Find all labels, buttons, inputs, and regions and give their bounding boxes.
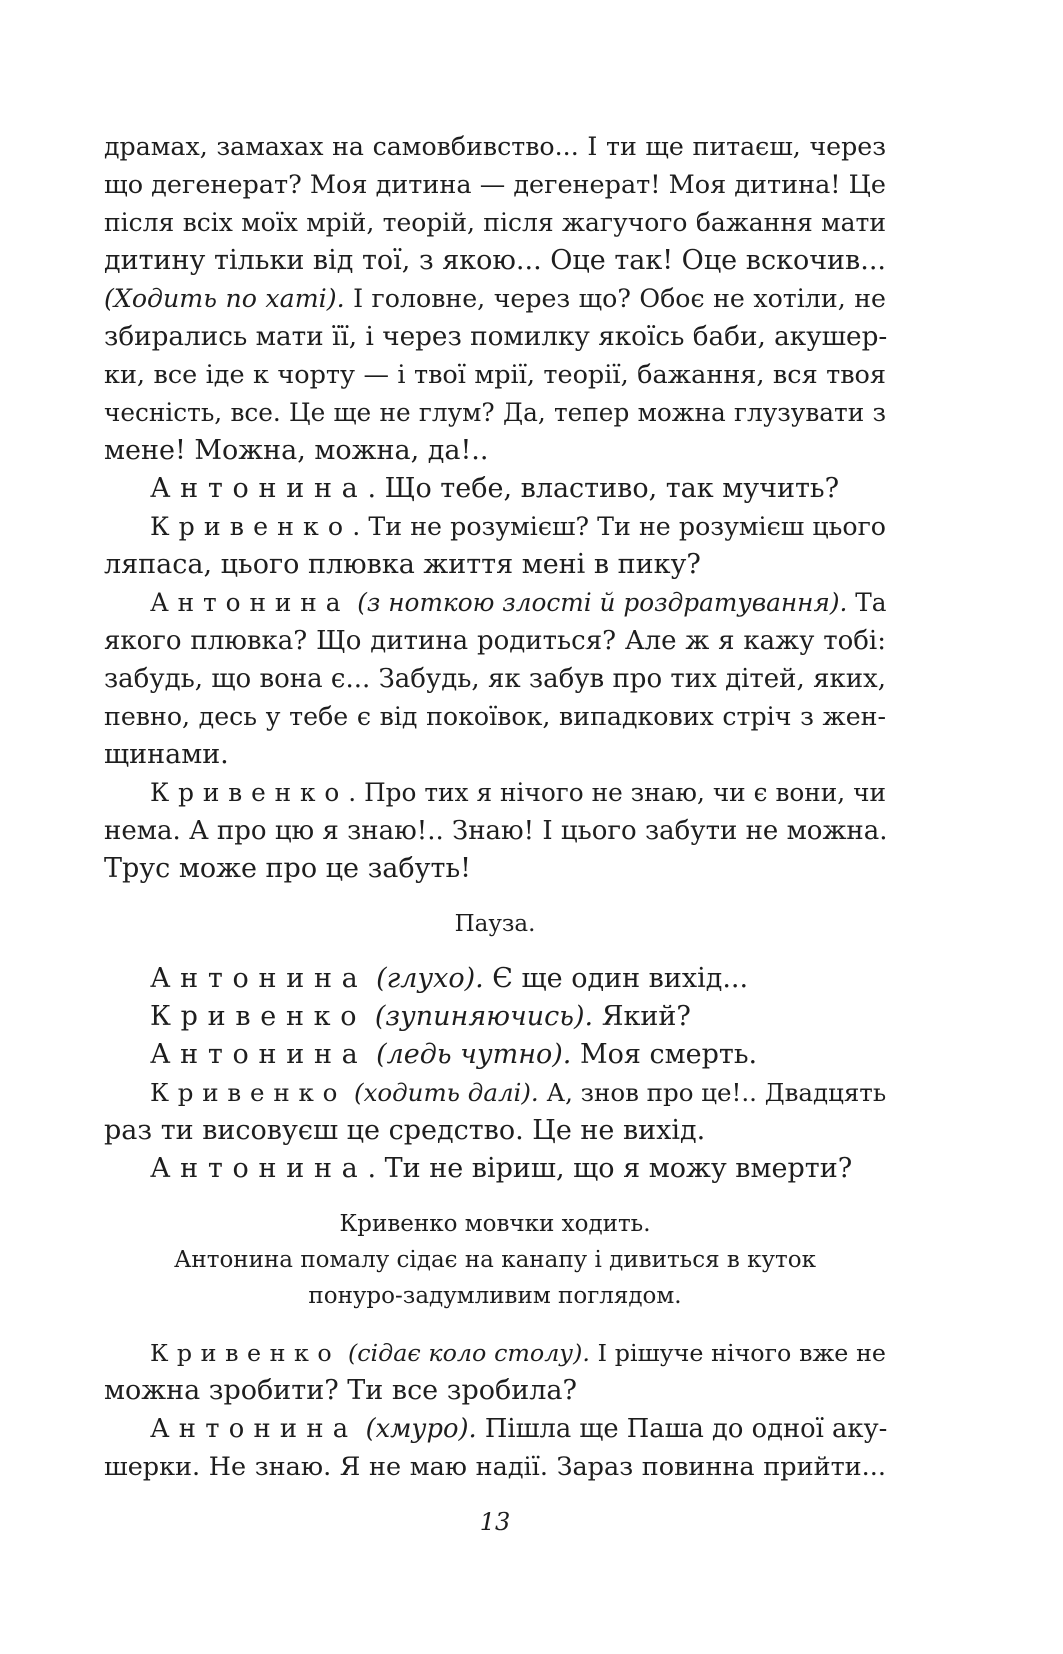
text-line: ляпаса, цього плювка життя мені в пику? [104,549,701,580]
text-line: мене! Можна, можна, да!.. [104,435,489,466]
dialogue-line [150,1150,886,1188]
speech-text: . Ти не віриш, що я можу вмерти? [367,1153,853,1184]
stage-direction: (ледь чутно). [376,1039,572,1070]
stage-direction: (глухо). [376,963,484,994]
speaker-name: Кривенко [150,1001,367,1032]
text-line: можна зробити? Ти все зробила? [104,1375,577,1406]
stage-direction: (ходить далі). [354,1078,539,1107]
text-line: що дегенерат? Моя дитина — дегенерат! Моя дитина! Це [104,170,886,200]
page-number: 13 [479,1508,511,1536]
speech-text: Моя смерть. [571,1039,758,1070]
stage-direction: (Ходить по хаті). [104,284,345,313]
text-line: дитину тільки від тої, з якою... Оце так! Оце вскочив... [104,245,886,276]
speech-text: Та [847,588,887,617]
text-line: певно, десь у тебе є від покоївок, випадкових стріч з жен- [104,702,886,731]
stage-direction: (з ноткою злості й роздратування). [357,588,848,617]
text-line [104,280,886,318]
stage-direction: (зупиняючись). [374,1001,594,1032]
dialogue-line [150,1036,886,1074]
speech-text: . Що тебе, властиво, так мучить? [367,473,840,504]
speaker-name: Антонина [150,1039,368,1070]
text-line: ки, все іде к чорту — і твої мрії, теорії, бажання, вся твоя [104,360,886,390]
text-line: щинами. [104,739,229,770]
dialogue-line [150,960,886,998]
text-line: після всіх моїх мрій, теорій, після жагучого бажання мати [104,208,886,237]
text-line: драмах, замахах на самовбивство... І ти ще питаєш, через [104,132,886,161]
speaker-name: Кривенко [150,1339,341,1367]
speaker-name: Антонина [150,963,368,994]
dialogue-line [150,584,886,622]
stage-direction-pause: Пауза. [454,911,536,937]
text-line: чесність, все. Це ще не глум? Да, тепер можна глузувати з [104,398,886,427]
speaker-name: Антонина [150,588,350,617]
speech-text: Є ще один вихід... [483,963,749,994]
speaker-name: Кривенко [150,512,353,541]
speech-text: Який? [593,1001,691,1032]
text-line: забудь, що вона є... Забудь, як забув про тих дітей, яких, [104,664,886,694]
speech-text: Пішла ще Паша до одної аку- [476,1414,888,1444]
speech-text: А, знов про це!.. Двадцять [538,1078,887,1107]
text-line: раз ти висовуєш це средство. Це не вихід. [104,1115,706,1146]
stage-direction-block: Антонина помалу сідає на канапу і дивиться в куток [173,1247,817,1273]
text-line: нема. А про цю я знаю!.. Знаю! І цього забути не можна. [104,816,888,846]
stage-direction-block: Кривенко мовчки ходить. [339,1211,651,1237]
text-line: збирались мати її, і через помилку якоїсь баби, акушер- [104,322,888,352]
speech-text: . Про тих я нічого не знаю, чи є вони, чи [348,778,886,807]
speech-text: І рішуче нічого вже не [589,1339,886,1367]
speech-text: . Ти не розумієш? Ти не розумієш цього [352,512,886,541]
text-line: шерки. Не знаю. Я не маю надії. Зараз повинна прийти... [104,1452,886,1482]
stage-direction: (хмуро). [365,1414,477,1444]
text-line: якого плювка? Що дитина родиться? Але ж я кажу тобі: [104,626,886,656]
speaker-name: Кривенко [150,778,349,807]
dialogue-line [150,1410,886,1448]
speaker-name: Антонина [150,473,368,504]
text-line: Трус може про це забуть! [104,853,472,884]
speaker-name: Антонина [150,1414,358,1444]
stage-direction-block: понуро-задумливим поглядом. [308,1283,682,1309]
dialogue-line [150,1074,886,1112]
speaker-name: Антонина [150,1153,368,1184]
dialogue-line [150,508,886,546]
stage-direction: (сідає коло столу). [347,1339,590,1367]
dialogue-line [150,774,886,812]
dialogue-line [150,470,886,508]
speech-text: І головне, через що? Обоє не хотіли, не [344,284,886,313]
speaker-name: Кривенко [150,1078,347,1107]
dialogue-line [150,1334,886,1372]
dialogue-line [150,998,886,1036]
